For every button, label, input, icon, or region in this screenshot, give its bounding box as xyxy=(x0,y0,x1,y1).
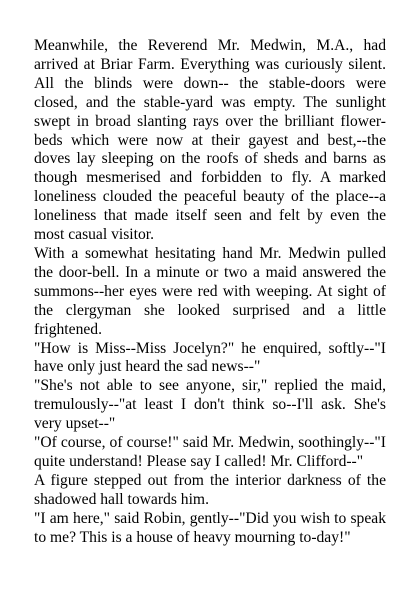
paragraph-maid-reply: "She's not able to see anyone, sir," replied the maid, tremulously--"at least I don't think so--I'll ask. She's very upset--" xyxy=(34,377,386,433)
paragraph-arrival: Meanwhile, the Reverend Mr. Medwin, M.A., had arrived at Briar Farm. Everything was curiously silent. All the blinds were down-- the stable-doors were closed, and the stable-yard was empty. The sunlight swept in broad slanting rays over the brilliant flower-beds which were now at their gayest and best,--the doves lay sleeping on the roofs of sheds and barns as though mesmerised and forbidden to fly. A marked loneliness clouded the peaceful beauty of the place--a loneliness that made itself seen and felt by even the most casual visitor. xyxy=(34,37,386,244)
paragraph-medwin-reply: "Of course, of course!" said Mr. Medwin, soothingly--"I quite understand! Please say I called! Mr. Clifford--" xyxy=(34,434,386,470)
page-text xyxy=(34,37,386,547)
paragraph-robin: "I am here," said Robin, gently--"Did you wish to speak to me? This is a house of heavy mourning to-day!" xyxy=(34,509,386,546)
paragraph-door-bell: With a somewhat hesitating hand Mr. Medwin pulled the door-bell. In a minute or two a maid answered the summons--her eyes were red with weeping. At sight of the clergyman she looked surprised and a little frightened. xyxy=(34,244,386,338)
paragraph-figure: A figure stepped out from the interior darkness of the shadowed hall towards him. xyxy=(34,471,386,508)
paragraph-enquiry: "How is Miss--Miss Jocelyn?" he enquired, softly--"I have only just heard the sad news--" xyxy=(34,339,386,376)
